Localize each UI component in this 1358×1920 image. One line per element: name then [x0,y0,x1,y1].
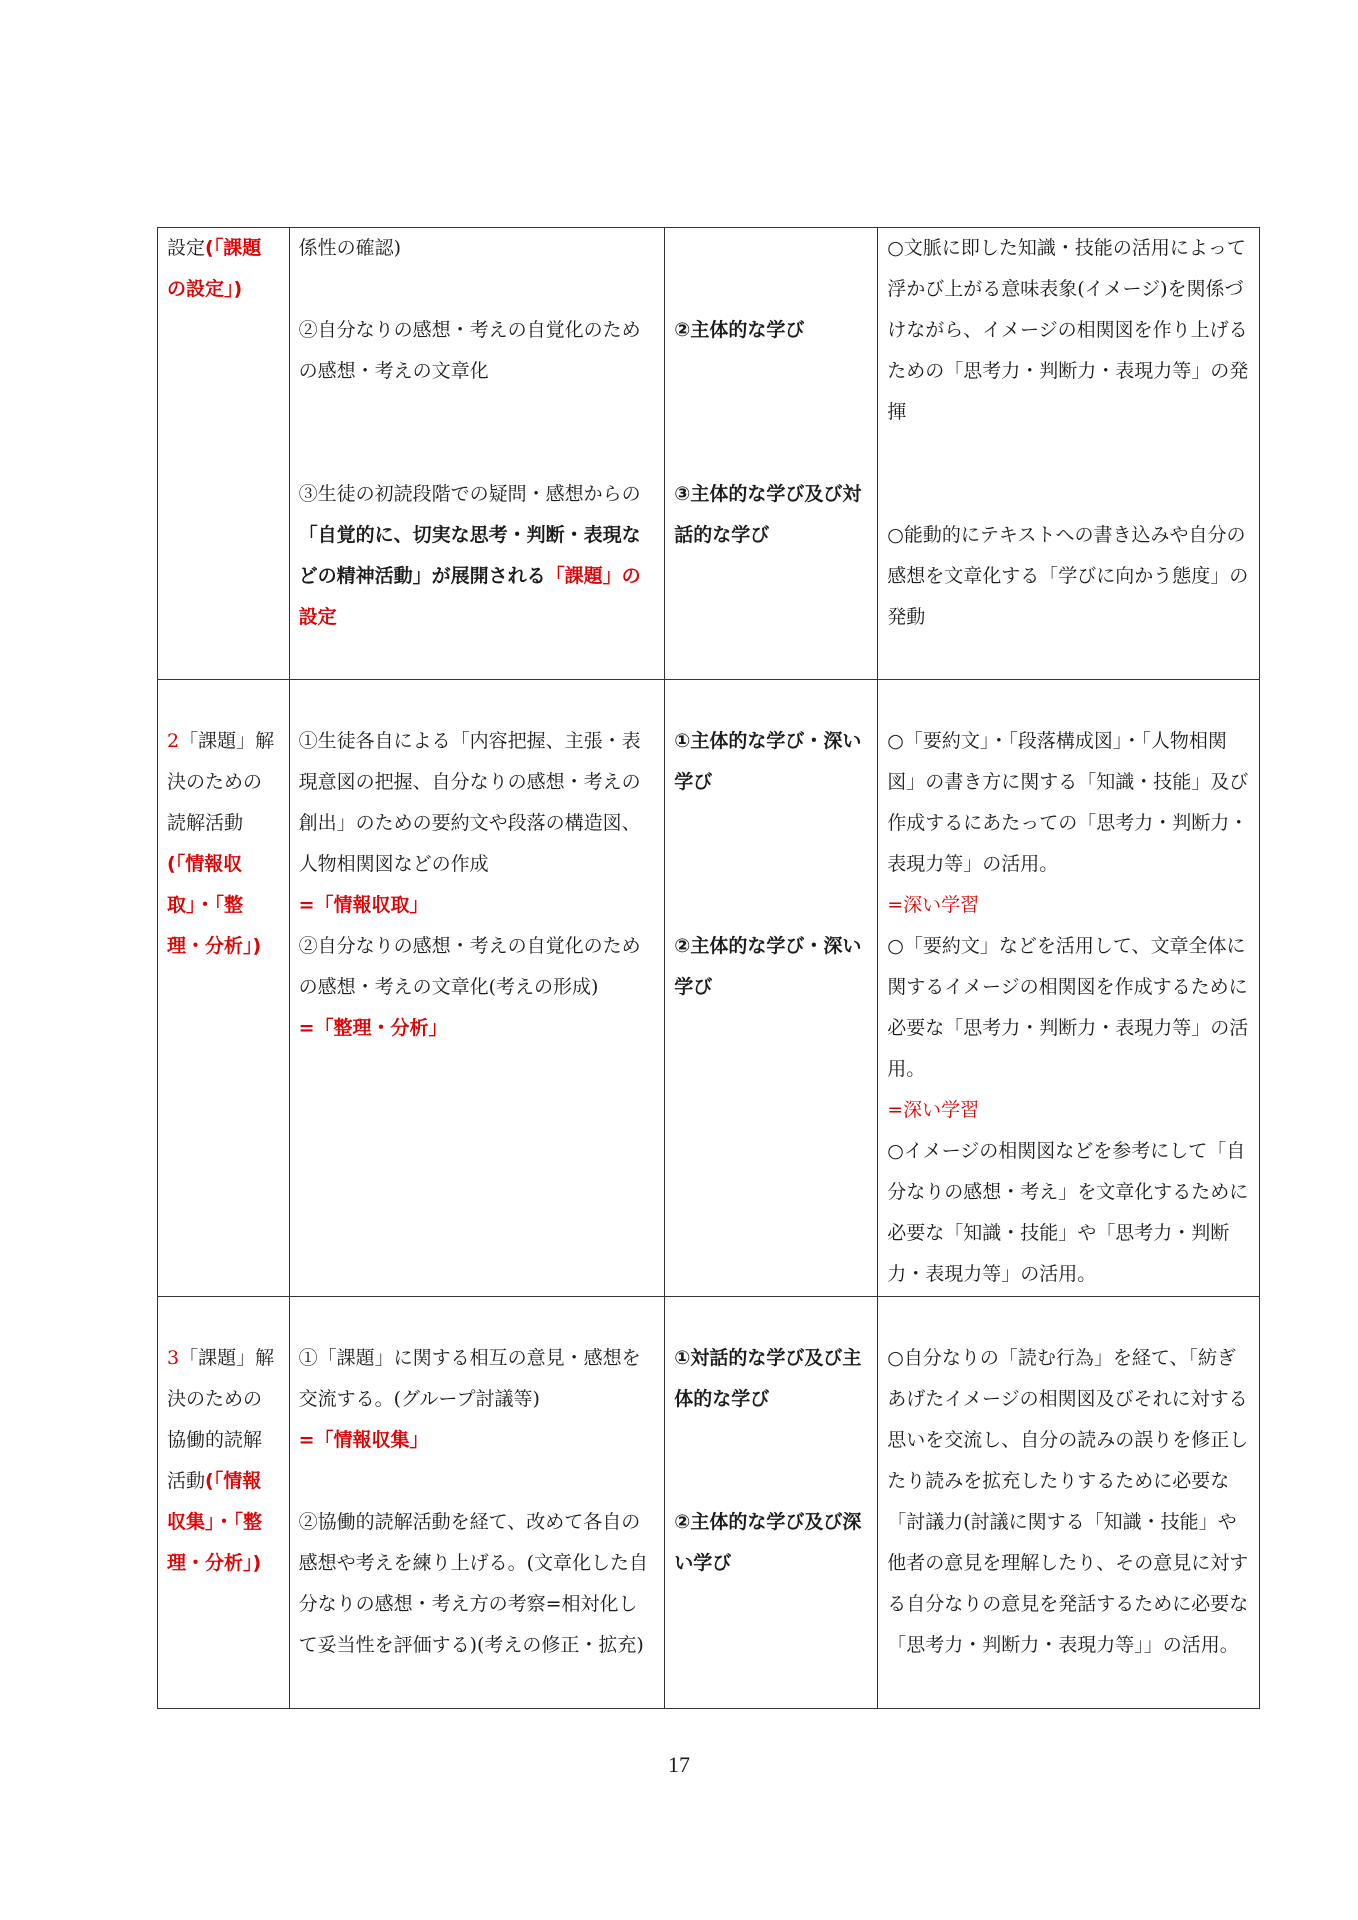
table-row [158,228,1260,680]
activity-emphasis: 「自覚的に、切実な思考・判断・表現などの精神活動」が展開される [298,524,641,587]
activity-emphasis: 「課題」の設定 [298,565,641,628]
evaluation-cell [878,680,1260,1297]
evaluation-cell [878,228,1260,680]
learning-cell [665,1297,878,1709]
activity-text: ②自分なりの感想・考えの自覚化のための感想・考えの文章化 [298,319,641,382]
step-phase: (「課題 [205,237,262,259]
step-phase: (「情報収集」・「整理・分析」) [167,1470,263,1574]
step-phase: (「情報収取」・「整理・分析」) [167,853,262,957]
evaluation-text: ○自分なりの「読む行為」を経て、「紡ぎあげたイメージの相関図及びそれに対する思いを交流し、自分の読みの誤りを修正したり読みを拡充したりするために必要な「討議力(討議に関する「知識・技能」や他者の意見を理解したり、その意見に対する自分なりの意見を発話するために必要な「思考力・判断力・表現力等」」の活用。 [887,1347,1249,1656]
learning-cell [665,680,878,1297]
evaluation-text: ○イメージの相関図などを参考にして「自分なりの感想・考え」を文章化するために必要な「知識・技能」や「思考力・判断力・表現力等」の活用。 [887,1140,1249,1285]
activity-text: ②自分なりの感想・考えの自覚化のための感想・考えの文章化(考えの形成) [298,935,641,998]
learning-type: ②主体的な学び [674,319,805,341]
learning-type: ②主体的な学び及び深い学び [674,1511,862,1574]
table-row [158,1297,1260,1709]
activity-emphasis: =「情報収取」 [298,894,429,916]
table-row [158,680,1260,1297]
step-number: 2 [167,730,180,752]
activity-cell [289,680,665,1297]
activity-text: ①生徒各自による「内容把握、主張・表現意図の把握、自分なりの感想・考えの創出」のための要約文や段落の構造図、人物相関図などの作成 [298,730,641,875]
learning-type: ①対話的な学び及び主体的な学び [674,1347,862,1410]
step-label: 「課題」解決のための協働的読解活動 [167,1347,275,1492]
step-label: 「課題」解決のための読解活動 [167,730,275,834]
learning-type: ①主体的な学び・深い学び [674,730,862,793]
step-cell [158,1297,290,1709]
evaluation-note: =深い学習 [887,1099,980,1121]
step-cell [158,228,290,680]
learning-type: ②主体的な学び・深い学び [674,935,862,998]
evaluation-text: ○能動的にテキストへの書き込みや自分の感想を文章化する「学びに向かう態度」の発動 [887,524,1249,628]
activity-emphasis: =「情報収集」 [298,1429,429,1451]
evaluation-text: ○文脈に即した知識・技能の活用によって浮かび上がる意味表象(イメージ)を関係づけながら、イメージの相関図を作り上げるための「思考力・判断力・表現力等」の発揮 [887,237,1249,423]
activity-text: 係性の確認) [298,237,402,259]
activity-cell [289,228,665,680]
learning-cell [665,228,878,680]
step-phase: の設定」) [167,278,243,300]
evaluation-text: ○「要約文」などを活用して、文章全体に関するイメージの相関図を作成するために必要な「思考力・判断力・表現力等」の活用。 [887,935,1249,1080]
activity-text: ①「課題」に関する相互の意見・感想を交流する。(グループ討議等) [298,1347,641,1410]
learning-type: ③主体的な学び及び対話的な学び [674,483,862,546]
page-number: 17 [668,1752,690,1777]
evaluation-cell [878,1297,1260,1709]
evaluation-text: ○「要約文」・「段落構成図」・「人物相関図」の書き方に関する「知識・技能」及び作成するにあたっての「思考力・判断力・表現力等」の活用。 [887,730,1249,875]
step-number: 3 [167,1347,180,1369]
step-cell [158,680,290,1297]
activity-text: ②協働的読解活動を経て、改めて各自の感想や考えを練り上げる。(文章化した自分なりの感想・考え方の考察=相対化して妥当性を評価する)(考えの修正・拡充) [298,1511,649,1656]
activity-text: ③生徒の初読段階での疑問・感想からの [298,483,641,505]
lesson-plan-table [157,227,1260,1709]
activity-emphasis: =「整理・分析」 [298,1017,448,1039]
step-label: 設定 [167,237,206,259]
evaluation-note: =深い学習 [887,894,980,916]
activity-cell [289,1297,665,1709]
